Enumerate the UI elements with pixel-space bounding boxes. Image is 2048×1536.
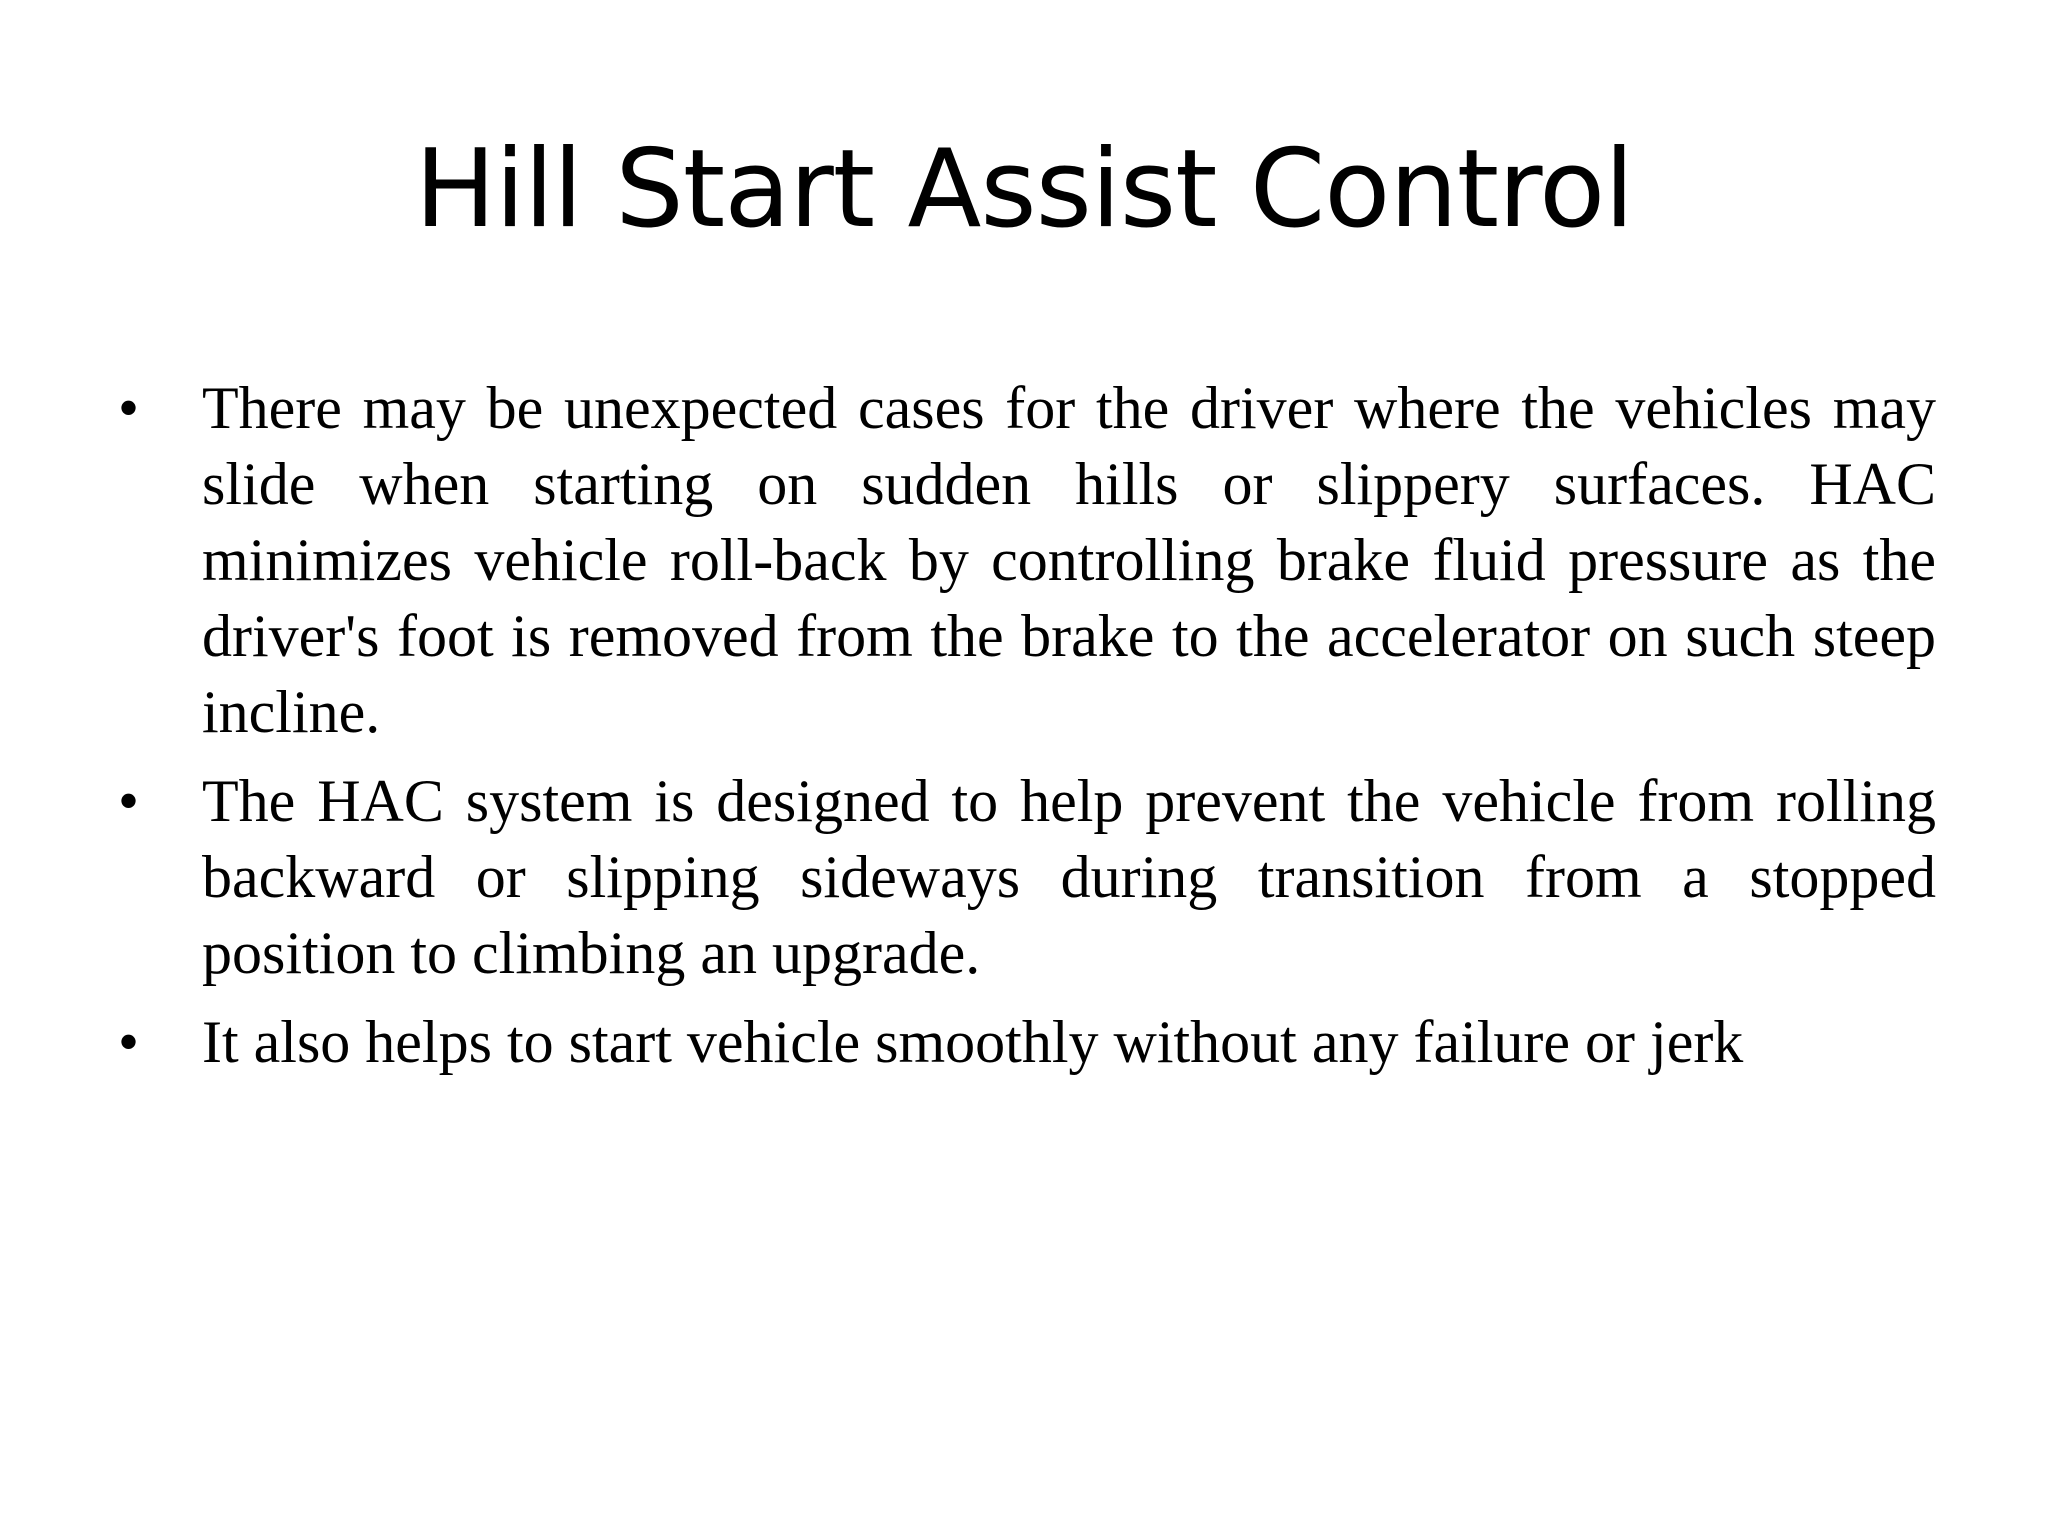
slide-title: Hill Start Assist Control <box>414 127 1634 252</box>
bullet-text: The HAC system is designed to help prevent the vehicle from rolling backward or slipping sideways during transition from a stopped position to climbing an upgrade. <box>202 768 1936 986</box>
bullet-marker: • <box>118 1009 140 1075</box>
bullet-text: There may be unexpected cases for the driver where the vehicles may slide when starting on sudden hills or slippery surfaces. HAC minimizes vehicle roll-back by controlling brake fluid pressure as the driver's foot is removed from the brake to the accelerator on such steep incline. <box>202 375 1936 745</box>
bullet-text: It also helps to start vehicle smoothly without any failure or jerk <box>202 1009 1744 1075</box>
bullet-item <box>118 1004 1936 1080</box>
bullet-list <box>118 370 1936 1093</box>
bullet-item <box>118 763 1936 991</box>
bullet-marker: • <box>118 375 140 441</box>
bullet-item <box>118 370 1936 750</box>
bullet-marker: • <box>118 768 140 834</box>
